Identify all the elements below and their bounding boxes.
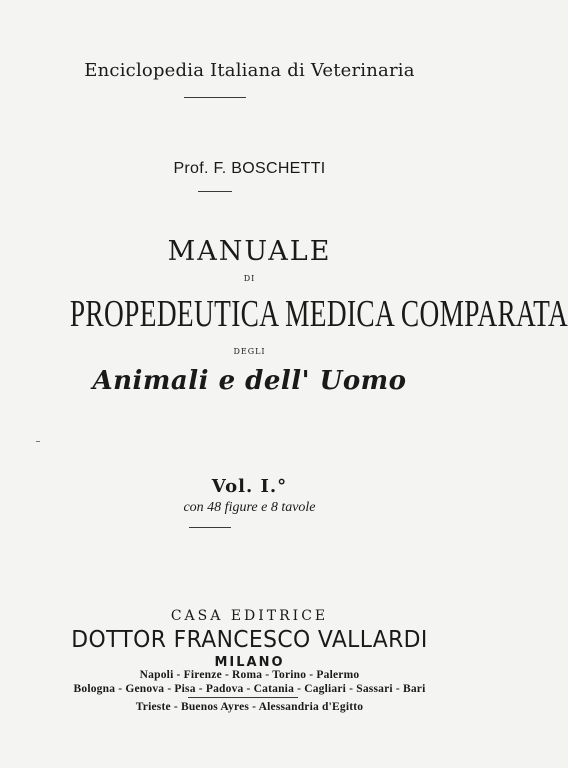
branch-cities-line-2: Bologna - Genova - Pisa - Padova - Catania - Cagliari - Sassari - Bari [73,683,426,695]
main-title: PROPEDEUTICA MEDICA COMPARATA [69,293,568,335]
di-connector: DI [243,274,256,283]
author-divider [198,191,232,192]
publisher-name: DOTTOR FRANCESCO VALLARDI [71,627,428,653]
branch-cities-line-3: Trieste - Buenos Ayres - Alessandria d'Egitto [135,701,364,713]
subject-divider [36,441,40,442]
branches-divider [188,697,298,698]
manuale-heading: MANUALE [167,236,332,267]
volume-divider [189,527,231,528]
author-name: Prof. F. BOSCHETTI [173,160,326,177]
branch-cities-line-1: Napoli - Firenze - Roma - Torino - Palermo [139,669,360,681]
publisher-label: CASA EDITRICE [170,608,329,624]
volume-label: Vol. I.° [211,476,288,497]
publisher-city: MILANO [214,655,285,670]
degli-connector: DEGLI [233,347,266,356]
series-title: Enciclopedia Italiana di Veterinaria [84,60,415,81]
series-divider [184,97,246,98]
figures-note: con 48 figure e 8 tavole [183,500,316,515]
subject-title: Animali e dell' Uomo [92,366,407,396]
